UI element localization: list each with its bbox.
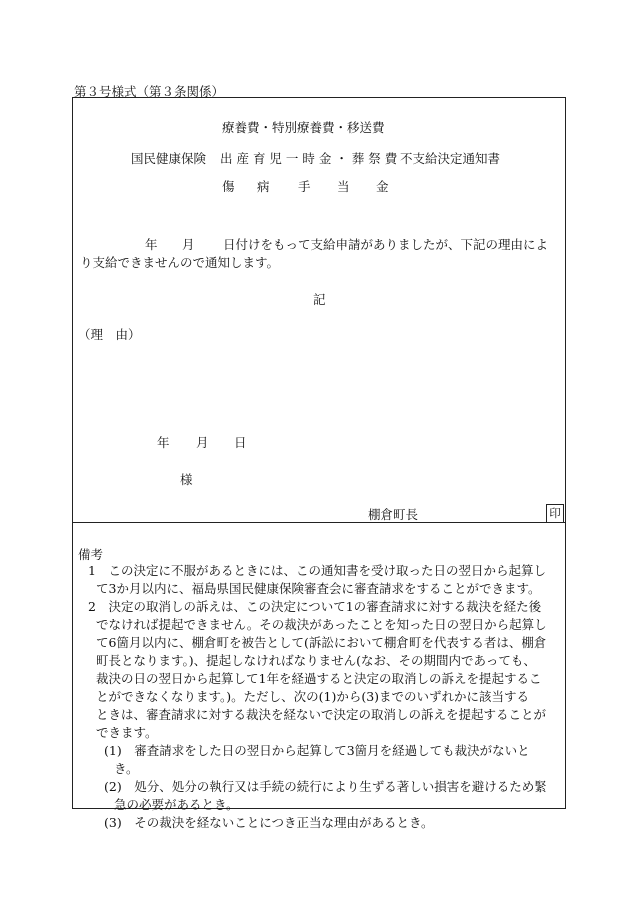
heading-line-1: 療養費・特別療養費・移送費	[222, 120, 385, 135]
ki-note-mark: 記	[313, 292, 326, 307]
date-day: 日	[234, 435, 247, 450]
remark-item-2	[80, 598, 547, 742]
intro-text-line-2: り支給できませんので通知します。	[80, 255, 280, 270]
remark-line: とができなくなります。)。ただし、次の(1)から(3)までのいずれかに該当する	[96, 689, 530, 704]
heading-line-3-char: 手	[298, 179, 311, 194]
reason-label: （理 由）	[78, 327, 141, 342]
heading-line-3-char: 当	[337, 179, 350, 194]
remark-line: て3か月以内に、福島県国民健康保険審査会に審査請求をすることができます。	[96, 581, 541, 596]
heading-line-3-char: 金	[376, 179, 389, 194]
addressee-suffix: 様	[180, 472, 193, 487]
remark-line: 2 決定の取消しの訴えは、この決定について1の審査請求に対する裁決を経た後	[88, 599, 542, 614]
remark-subitem-line: 急の必要があるとき。	[114, 797, 239, 812]
remark-item-1	[80, 562, 546, 598]
heading-line-2: 出 産 育 児 一 時 金 ・ 葬 祭 費	[220, 151, 398, 166]
section-divider	[72, 522, 566, 523]
heading-line-3-char: 傷	[222, 179, 235, 194]
intro-month: 月	[182, 237, 195, 252]
remark-line: ときは、審査請求に対する裁決を経ないで決定の取消しの訴えを提起することが	[96, 707, 547, 722]
date-year: 年	[157, 435, 170, 450]
remark-line: 町長となります。)、提起しなければなりません(なお、その期間内であっても、	[96, 653, 536, 668]
remark-line: て6箇月以内に、棚倉町を被告として(訴訟において棚倉町を代表する者は、棚倉	[96, 635, 547, 650]
heading-suffix: 不支給決定通知書	[400, 151, 501, 166]
heading-line-3-char: 病	[257, 179, 270, 194]
remark-line: でなければ提起できません。その裁決があったことを知った日の翌日から起算し	[96, 617, 547, 632]
remark-subitems	[80, 742, 547, 832]
heading-prefix: 国民健康保険	[131, 151, 207, 166]
remark-line: 1 この決定に不服があるときには、この通知書を受け取った日の翌日から起算し	[88, 563, 546, 578]
remark-line: 裁決の日の翌日から起算して1年を経過すると決定の取消しの訴えを提起するこ	[96, 671, 542, 686]
seal-box: 印	[546, 504, 564, 523]
remark-subitem-line: (3) その裁決を経ないことにつき正当な理由があるとき。	[104, 815, 434, 830]
remark-subitem-line: (2) 処分、処分の執行又は手続の続行により生ずる著しい損害を避けるため緊	[104, 779, 547, 794]
remark-subitem-line: (1) 審査請求をした日の翌日から起算して3箇月を経過しても裁決がないと	[104, 743, 530, 758]
date-month: 月	[196, 435, 209, 450]
intro-text-line-1: 日付けをもって支給申請がありましたが、下記の理由によ	[223, 237, 549, 252]
remarks-title: 備考	[78, 547, 104, 562]
remark-line: できます。	[96, 725, 158, 740]
remark-subitem-line: き。	[114, 761, 139, 776]
intro-year: 年	[145, 237, 158, 252]
issuer-name: 棚倉町長	[368, 507, 419, 522]
form-number-label: 第３号様式（第３条関係）	[74, 84, 225, 99]
